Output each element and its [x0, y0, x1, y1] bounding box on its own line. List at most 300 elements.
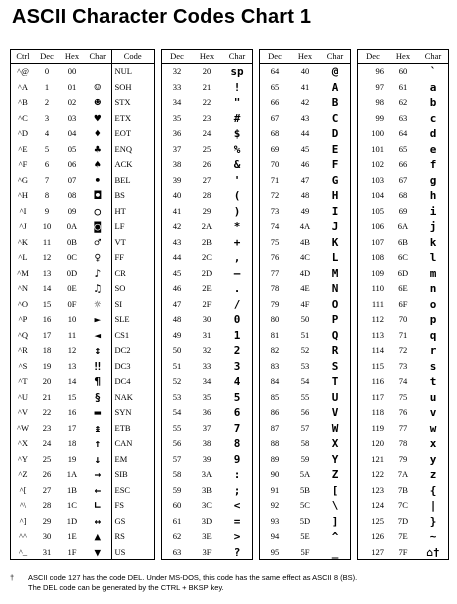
char-cell: ↔	[94, 514, 102, 528]
table-row	[358, 483, 448, 499]
hex-cell: 05	[67, 143, 77, 154]
hex-cell: 32	[202, 345, 212, 355]
table-row	[358, 405, 448, 421]
char-cell: ☺	[94, 80, 102, 94]
code-cell: SLE	[111, 312, 154, 328]
dec-cell: 109	[371, 267, 384, 278]
table-row	[358, 467, 448, 483]
table-row	[162, 421, 252, 437]
column-header: Hex	[192, 50, 222, 64]
table-row	[358, 188, 448, 204]
dec-cell: 115	[371, 360, 384, 371]
dec-cell: 73	[270, 205, 280, 216]
ctrl-cell: ^N	[17, 283, 29, 293]
dec-cell: 15	[42, 298, 52, 309]
char-cell: ↕	[94, 344, 102, 357]
hex-cell: 3F	[202, 546, 212, 557]
footnote	[10, 573, 357, 593]
code-cell: VT	[111, 235, 154, 251]
dec-cell: 122	[371, 469, 384, 479]
char-cell: =	[233, 514, 241, 528]
dec-cell: 31	[42, 546, 52, 557]
table-row	[358, 142, 448, 158]
ctrl-cell: ^Z	[18, 469, 28, 479]
dec-cell: 22	[42, 407, 52, 417]
hex-cell: 3E	[202, 531, 212, 541]
table-row	[11, 64, 154, 80]
char-cell: E	[331, 142, 339, 156]
char-cell: B	[331, 96, 339, 109]
char-cell: T	[331, 375, 339, 388]
code-cell: CR	[111, 266, 154, 282]
hex-cell: 24	[202, 128, 212, 138]
hex-cell: 0A	[66, 221, 78, 231]
table-row	[11, 297, 154, 313]
table-row	[11, 436, 154, 452]
table-row	[358, 529, 448, 545]
hex-cell: 40	[300, 66, 310, 76]
dec-cell: 81	[270, 329, 280, 340]
hex-cell: 0B	[67, 236, 77, 247]
dec-cell: 80	[270, 314, 280, 324]
table-row	[162, 95, 252, 111]
char-cell: .	[233, 282, 241, 295]
table-row	[11, 219, 154, 235]
dec-cell: 120	[371, 438, 384, 448]
code-cell: SOH	[111, 80, 154, 96]
dec-cell: 89	[270, 453, 280, 464]
dec-cell: 75	[270, 236, 280, 247]
dec-cell: 119	[371, 422, 384, 433]
char-cell: g	[429, 173, 437, 187]
table-row	[11, 250, 154, 266]
hex-cell: 1C	[67, 500, 77, 510]
dec-cell: 60	[172, 500, 182, 510]
hex-cell: 2F	[202, 298, 212, 309]
dec-cell: 72	[270, 190, 280, 200]
char-cell: ♣	[94, 142, 102, 156]
char-cell: d	[429, 127, 437, 140]
ctrl-cell: ^T	[18, 376, 28, 386]
dec-cell: 27	[42, 484, 52, 495]
char-cell: j	[429, 220, 437, 233]
hex-cell: 38	[202, 438, 212, 448]
table-row	[260, 235, 350, 251]
char-cell: 6	[233, 406, 241, 419]
table-row	[260, 281, 350, 297]
table-row	[358, 266, 448, 282]
hex-cell: 1D	[66, 515, 78, 526]
hex-cell: 27	[202, 174, 212, 185]
ctrl-cell: ^I	[19, 205, 27, 216]
table-row	[11, 421, 154, 437]
column-header: Char	[85, 50, 111, 64]
dec-cell: 94	[270, 531, 280, 541]
dec-cell: 9	[44, 205, 50, 216]
dec-cell: 95	[270, 546, 280, 557]
char-cell: c	[429, 111, 437, 125]
hex-cell: 51	[300, 329, 310, 340]
table-row	[11, 142, 154, 158]
char-cell: |	[429, 499, 437, 512]
table-row	[358, 297, 448, 313]
dec-cell: 53	[172, 391, 182, 402]
ctrl-cell: ^\	[19, 500, 27, 510]
code-cell: DC3	[111, 359, 154, 375]
char-cell: {	[429, 483, 437, 497]
ctrl-cell: ^X	[17, 438, 29, 448]
dec-cell: 112	[371, 314, 384, 324]
code-cell: FF	[111, 250, 154, 266]
hex-cell: 60	[398, 66, 408, 76]
code-cell: HT	[111, 204, 154, 220]
dec-cell: 18	[42, 345, 52, 355]
table-row	[162, 235, 252, 251]
dec-cell: 61	[172, 515, 182, 526]
column-header: Ctrl	[11, 50, 35, 64]
table-row	[358, 95, 448, 111]
table-row	[260, 343, 350, 359]
panel-96-127	[357, 49, 449, 560]
hex-cell: 3B	[202, 484, 212, 495]
table-row	[11, 343, 154, 359]
column-header: Hex	[388, 50, 418, 64]
table-row	[162, 219, 252, 235]
dec-cell: 82	[270, 345, 280, 355]
table-row	[11, 328, 154, 344]
ctrl-cell: ^Q	[17, 329, 29, 340]
char-cell: G	[331, 173, 339, 187]
dec-cell: 7	[44, 174, 50, 185]
table-row	[358, 126, 448, 142]
hex-cell: 29	[202, 205, 212, 216]
column-header: Char	[222, 50, 252, 64]
char-cell: b	[429, 96, 437, 109]
hex-cell: 01	[67, 81, 77, 92]
hex-cell: 33	[202, 360, 212, 371]
table-row	[260, 111, 350, 127]
char-cell: w	[429, 421, 437, 435]
char-cell: ,	[233, 251, 241, 264]
char-cell: Y	[331, 452, 339, 466]
code-cell: EM	[111, 452, 154, 468]
char-cell: e	[429, 142, 437, 156]
char-cell: U	[331, 390, 339, 404]
dec-cell: 45	[172, 267, 182, 278]
table-row	[260, 266, 350, 282]
code-cell: RS	[111, 529, 154, 545]
char-cell: &	[233, 158, 241, 171]
footnote-line-2: The DEL code can be generated by the CTRL + BKSP key.	[28, 583, 224, 592]
dec-cell: 117	[371, 391, 384, 402]
code-cell: SIB	[111, 467, 154, 483]
dec-cell: 59	[172, 484, 182, 495]
hex-cell: 0C	[67, 252, 77, 262]
char-cell: s	[429, 359, 437, 373]
dec-cell: 26	[42, 469, 52, 479]
dec-cell: 84	[270, 376, 280, 386]
dec-cell: 118	[371, 407, 384, 417]
hex-cell: 63	[398, 112, 408, 123]
table-row	[358, 374, 448, 390]
char-cell: '	[233, 173, 241, 187]
char-cell: r	[429, 344, 437, 357]
ctrl-cell: ^H	[17, 190, 29, 200]
hex-cell: 7E	[398, 531, 408, 541]
dec-cell: 17	[42, 329, 52, 340]
table-row	[260, 374, 350, 390]
hex-cell: 79	[398, 453, 408, 464]
table-row	[11, 545, 154, 561]
hex-cell: 7A	[397, 469, 409, 479]
dec-cell: 125	[371, 515, 384, 526]
char-cell: ♂	[94, 235, 102, 249]
dec-cell: 5	[44, 143, 50, 154]
char-cell: `	[429, 65, 437, 78]
char-cell: sp	[230, 65, 244, 78]
hex-cell: 48	[300, 190, 310, 200]
dec-cell: 16	[42, 314, 52, 324]
char-cell: 9	[233, 452, 241, 466]
dec-cell: 12	[42, 252, 52, 262]
table-row	[162, 250, 252, 266]
code-cell: US	[111, 545, 154, 561]
dec-cell: 110	[371, 283, 384, 293]
hex-cell: 72	[398, 345, 408, 355]
dec-cell: 126	[371, 531, 384, 541]
hex-cell: 2B	[202, 236, 212, 247]
hex-cell: 1A	[66, 469, 78, 479]
char-cell: ♪	[94, 266, 102, 280]
char-cell: z	[429, 468, 437, 481]
table-row	[11, 80, 154, 96]
char-cell: ^	[331, 530, 339, 543]
hex-cell: 11	[67, 329, 77, 340]
dec-cell: 36	[172, 128, 182, 138]
table-row	[11, 390, 154, 406]
char-cell: ☼	[94, 297, 102, 311]
table-row	[162, 514, 252, 530]
char-cell: ]	[331, 514, 339, 528]
table-header-row	[11, 50, 154, 64]
char-cell: N	[331, 282, 339, 295]
hex-cell: 5F	[300, 546, 310, 557]
dec-cell: 127	[371, 546, 384, 557]
table-row	[11, 312, 154, 328]
table-row	[358, 219, 448, 235]
hex-cell: 55	[300, 391, 310, 402]
dec-cell: 113	[371, 329, 384, 340]
dec-cell: 54	[172, 407, 182, 417]
dec-cell: 51	[172, 360, 182, 371]
char-cell: 7	[233, 421, 241, 435]
hex-cell: 22	[202, 97, 212, 107]
code-cell: EOT	[111, 126, 154, 142]
code-cell: ETX	[111, 111, 154, 127]
table-row	[11, 235, 154, 251]
char-cell: C	[331, 111, 339, 125]
char-cell: ♠	[94, 158, 102, 171]
dec-cell: 57	[172, 453, 182, 464]
ctrl-cell: ^J	[19, 221, 27, 231]
hex-cell: 7B	[398, 484, 408, 495]
char-cell: _	[331, 545, 339, 559]
hex-cell: 2C	[202, 252, 212, 262]
hex-cell: 2A	[201, 221, 213, 231]
table-row	[11, 111, 154, 127]
dec-cell: 28	[42, 500, 52, 510]
ctrl-cell: ^E	[18, 143, 28, 154]
table-row	[260, 142, 350, 158]
hex-cell: 06	[67, 159, 77, 169]
table-row	[260, 204, 350, 220]
hex-cell: 30	[202, 314, 212, 324]
hex-cell: 6D	[397, 267, 409, 278]
hex-cell: 1E	[67, 531, 77, 541]
hex-cell: 0F	[67, 298, 77, 309]
char-cell: M	[331, 266, 339, 280]
table-row	[358, 359, 448, 375]
code-cell: CS1	[111, 328, 154, 344]
table-row	[162, 529, 252, 545]
char-cell: l	[429, 251, 437, 264]
hex-cell: 2E	[202, 283, 212, 293]
hex-cell: 10	[67, 314, 77, 324]
char-cell: Q	[331, 328, 339, 342]
column-header: Hex	[290, 50, 320, 64]
char-cell: o	[429, 297, 437, 311]
char-cell: L	[331, 251, 339, 264]
footnote-line-1: ASCII code 127 has the code DEL. Under MS-DOS, this code has the same effect as ASCII 8 (BS).	[28, 573, 358, 582]
ctrl-cell: ^K	[17, 236, 29, 247]
dec-cell: 49	[172, 329, 182, 340]
dec-cell: 87	[270, 422, 280, 433]
dec-cell: 106	[371, 221, 384, 231]
char-cell: ¶	[94, 375, 102, 388]
code-cell: SI	[111, 297, 154, 313]
dec-cell: 71	[270, 174, 280, 185]
code-cell: GS	[111, 514, 154, 530]
hex-cell: 0D	[66, 267, 78, 278]
column-header: Dec	[358, 50, 388, 64]
dec-cell: 37	[172, 143, 182, 154]
hex-cell: 07	[67, 174, 77, 185]
char-cell: D	[331, 127, 339, 140]
table-row	[358, 204, 448, 220]
table-row	[260, 250, 350, 266]
hex-cell: 53	[300, 360, 310, 371]
char-cell: *	[233, 220, 241, 233]
dec-cell: 105	[371, 205, 384, 216]
dec-cell: 2	[44, 97, 50, 107]
char-cell: V	[331, 406, 339, 419]
char-cell: ♫	[94, 282, 102, 295]
dec-cell: 96	[375, 66, 384, 76]
hex-cell: 1B	[67, 484, 77, 495]
table-row	[11, 204, 154, 220]
table-row	[11, 467, 154, 483]
dec-cell: 65	[270, 81, 280, 92]
code-cell: STX	[111, 95, 154, 111]
dec-cell: 68	[270, 128, 280, 138]
char-cell: X	[331, 437, 339, 450]
char-cell: K	[331, 235, 339, 249]
dec-cell: 79	[270, 298, 280, 309]
ctrl-cell: ^^	[19, 531, 27, 541]
hex-cell: 20	[202, 66, 212, 76]
table-row	[358, 452, 448, 468]
dec-cell: 50	[172, 345, 182, 355]
dec-cell: 111	[371, 298, 384, 309]
dec-cell: 32	[172, 66, 182, 76]
table-row	[260, 126, 350, 142]
column-header: Char	[418, 50, 448, 64]
code-cell: ENQ	[111, 142, 154, 158]
hex-cell: 17	[67, 422, 77, 433]
table-row	[162, 312, 252, 328]
code-cell: BS	[111, 188, 154, 204]
hex-cell: 18	[67, 438, 77, 448]
code-cell: NUL	[111, 64, 154, 80]
hex-cell: 15	[67, 391, 77, 402]
hex-cell: 21	[202, 81, 212, 92]
table-row	[11, 126, 154, 142]
char-cell: %	[233, 142, 241, 156]
table-row	[260, 188, 350, 204]
table-row	[260, 421, 350, 437]
table-row	[260, 483, 350, 499]
code-cell: LF	[111, 219, 154, 235]
dec-cell: 4	[44, 128, 50, 138]
dec-cell: 92	[270, 500, 280, 510]
dec-cell: 33	[172, 81, 182, 92]
table-row	[358, 545, 448, 561]
table-row	[162, 297, 252, 313]
panel-64-95	[259, 49, 351, 560]
table-row	[162, 64, 252, 80]
char-cell: $	[233, 127, 241, 140]
char-cell: ♥	[94, 111, 102, 125]
hex-cell: 67	[398, 174, 408, 185]
char-cell: 8	[233, 437, 241, 450]
hex-cell: 5E	[300, 531, 310, 541]
hex-cell: 70	[398, 314, 408, 324]
table-row	[358, 173, 448, 189]
table-row	[11, 374, 154, 390]
table-row	[11, 173, 154, 189]
hex-cell: 2D	[201, 267, 213, 278]
hex-cell: 57	[300, 422, 310, 433]
hex-cell: 14	[67, 376, 77, 386]
hex-cell: 23	[202, 112, 212, 123]
table-row	[11, 188, 154, 204]
table-row	[358, 80, 448, 96]
dec-cell: 14	[42, 283, 52, 293]
dec-cell: 78	[270, 283, 280, 293]
column-header: Hex	[59, 50, 85, 64]
char-cell: ☻	[94, 96, 102, 109]
ctrl-cell: ^@	[17, 66, 29, 76]
dec-cell: 19	[42, 360, 52, 371]
dec-cell: 41	[172, 205, 182, 216]
column-header: Dec	[162, 50, 192, 64]
char-cell: 3	[233, 359, 241, 373]
hex-cell: 77	[398, 422, 408, 433]
code-cell: NAK	[111, 390, 154, 406]
char-cell: [	[331, 483, 339, 497]
table-row	[260, 173, 350, 189]
dec-cell: 47	[172, 298, 182, 309]
